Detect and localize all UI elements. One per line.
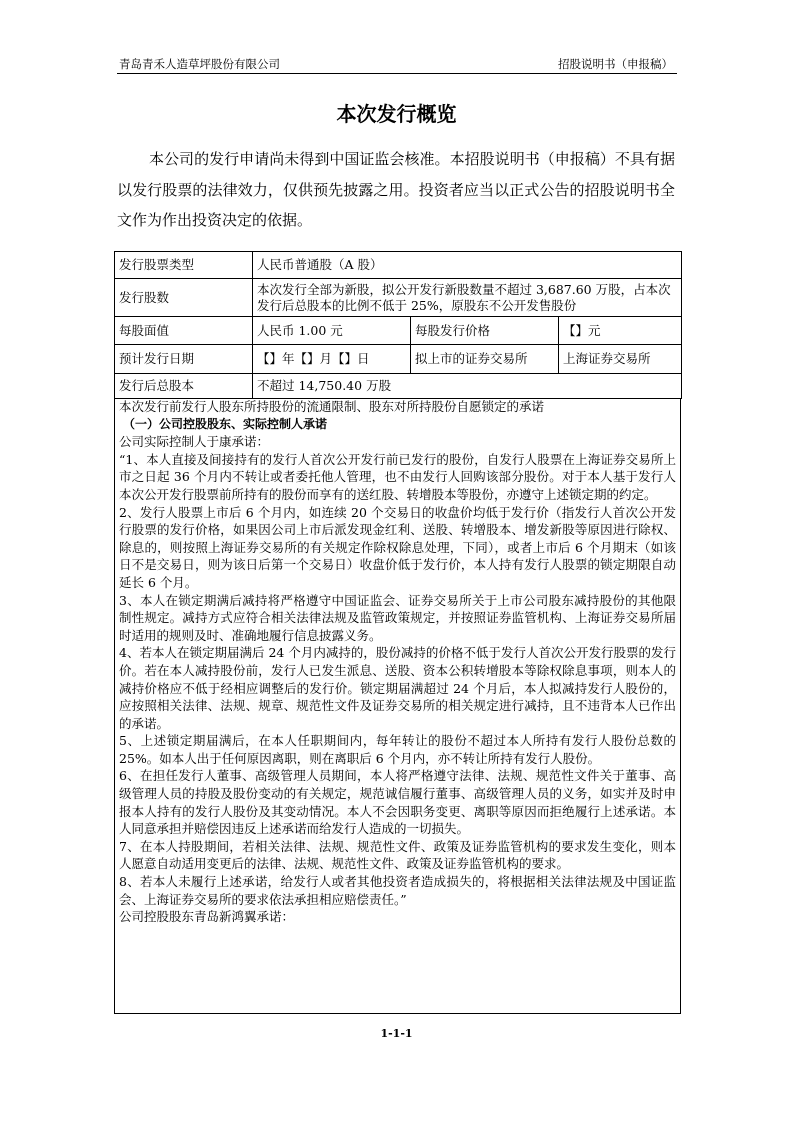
total-label: 发行后总股本 [115, 374, 253, 399]
shares-label: 发行股数 [115, 279, 253, 317]
commitment-item-3: 3、本人在锁定期满后减持将严格遵守中国证监会、证券交易所关于上市公司股东减持股份的其他限制性规定。减持方式应符合相关法律法规及监管政策规定，并按照证券监管机构、上海证券交易所届时适用的规则及时、准确地履行信息披露义务。 [119, 592, 676, 643]
page-header [117, 53, 677, 74]
stock-type-label: 发行股票类型 [115, 252, 253, 279]
commitment-section [114, 398, 681, 1014]
commitment-item-6: 6、在担任发行人董事、高级管理人员期间，本人将严格遵守法律、法规、规范性文件关于董事、高级管理人员的持股及股份变动的有关规定，规范诚信履行董事、高级管理人员的义务，如实并及时申报本人持有的发行人股份及其变动情况。本人不会因职务变更、离职等原因而拒绝履行上述承诺。本人同意承担并赔偿因违反上述承诺而给发行人造成的一切损失。 [119, 768, 676, 837]
header-doc-type: 招股说明书（申报稿） [558, 57, 673, 71]
header-company: 青岛青禾人造草坪股份有限公司 [119, 57, 280, 71]
commitment-item-1: “1、本人直接及间接持有的发行人首次公开发行前已发行的股份，自发行人股票在上海证券交易所上市之日起 36 个月内不转让或者委托他人管理，也不由发行人回购该部分股份。对于本人基于发行人本次公开发行股票前所持有的股份而享有的送红股、转增股本等股份，亦遵守上述锁定期的约定。 [119, 451, 676, 502]
exchange-value: 上海证券交易所 [559, 345, 682, 374]
par-value: 人民币 1.00 元 [253, 317, 411, 345]
shareholder-intro: 公司控股股东青岛新鸿翼承诺： [119, 909, 295, 925]
table-row [115, 317, 682, 345]
commitment-item-4: 4、若本人在锁定期届满后 24 个月内减持的，股份减持的价格不低于发行人首次公开发行股票的发行价。若在本人减持股份前，发行人已发生派息、送股、资本公积转增股本等除权除息事项，则本人的减持价格应不低于经相应调整后的发行价。锁定期届满超过 24 个月后，本人拟减持发行人股份的，应按照相关法律、法规、规章、规范性文件及证券交易所的相关规定进行减持，且不违背本人已作出的承诺。 [119, 645, 676, 731]
stock-type-value: 人民币普通股（A 股） [253, 252, 682, 279]
table-row [115, 279, 682, 317]
date-value: 【】年【】月【】日 [253, 345, 411, 374]
page-title: 本次发行概览 [336, 102, 457, 126]
commitment-subheading: （一）公司控股股东、实际控制人承诺 [123, 416, 328, 431]
intro-paragraph: 本公司的发行申请尚未得到中国证监会核准。本招股说明书（申报稿）不具有据以发行股票的法律效力，仅供预先披露之用。投资者应当以正式公告的招股说明书全文作为作出投资决定的依据。 [117, 150, 675, 229]
controller-intro: 公司实际控制人于康承诺： [119, 434, 270, 450]
shares-value: 本次发行全部为新股，拟公开发行新股数量不超过 3,687.60 万股，占本次发行后总股本的比例不低于 25%，原股东不公开发售股份 [253, 279, 682, 317]
table-row [115, 374, 682, 399]
table-row [115, 345, 682, 374]
commitment-item-5: 5、上述锁定期届满后，在本人任职期间内，每年转让的股份不超过本人所持有发行人股份总数的 25%。如本人出于任何原因离职，则在离职后 6 个月内，亦不转让所持有发行人股份。 [119, 733, 676, 766]
page-number: 1-1-1 [380, 1027, 413, 1040]
table-row [115, 252, 682, 279]
offering-table [114, 251, 682, 399]
price-value: 【】元 [559, 317, 682, 345]
exchange-label: 拟上市的证券交易所 [411, 345, 559, 374]
commitment-item-8: 8、若本人未履行上述承诺，给发行人或者其他投资者造成损失的，将根据相关法律法规及中国证监会、上海证券交易所的要求依法承担相应赔偿责任。” [119, 874, 676, 907]
price-label: 每股发行价格 [411, 317, 559, 345]
total-value: 不超过 14,750.40 万股 [253, 374, 682, 399]
par-label: 每股面值 [115, 317, 253, 345]
commitment-heading: 本次发行前发行人股东所持股份的流通限制、股东对所持股份自愿锁定的承诺 [119, 399, 545, 414]
commitment-item-2: 2、发行人股票上市后 6 个月内，如连续 20 个交易日的收盘价均低于发行价（指发行人首次公开发行股票的发行价格，如果因公司上市后派发现金红利、送股、转增股本、增发新股等原因进行除权、除息的，则按照上海证券交易所的有关规定作除权除息处理，下同），或者上市后 6 个月期末（如该日不是交易日，则为该日后第一个交易日）收盘价低于发行价，本人持有发行人股票的锁定期限自动延长 6 个月。 [119, 504, 676, 590]
commitment-item-7: 7、在本人持股期间，若相关法律、法规、规范性文件、政策及证券监管机构的要求发生变化，则本人愿意自动适用变更后的法律、法规、规范性文件、政策及证券监管机构的要求。 [119, 838, 676, 872]
date-label: 预计发行日期 [115, 345, 253, 374]
